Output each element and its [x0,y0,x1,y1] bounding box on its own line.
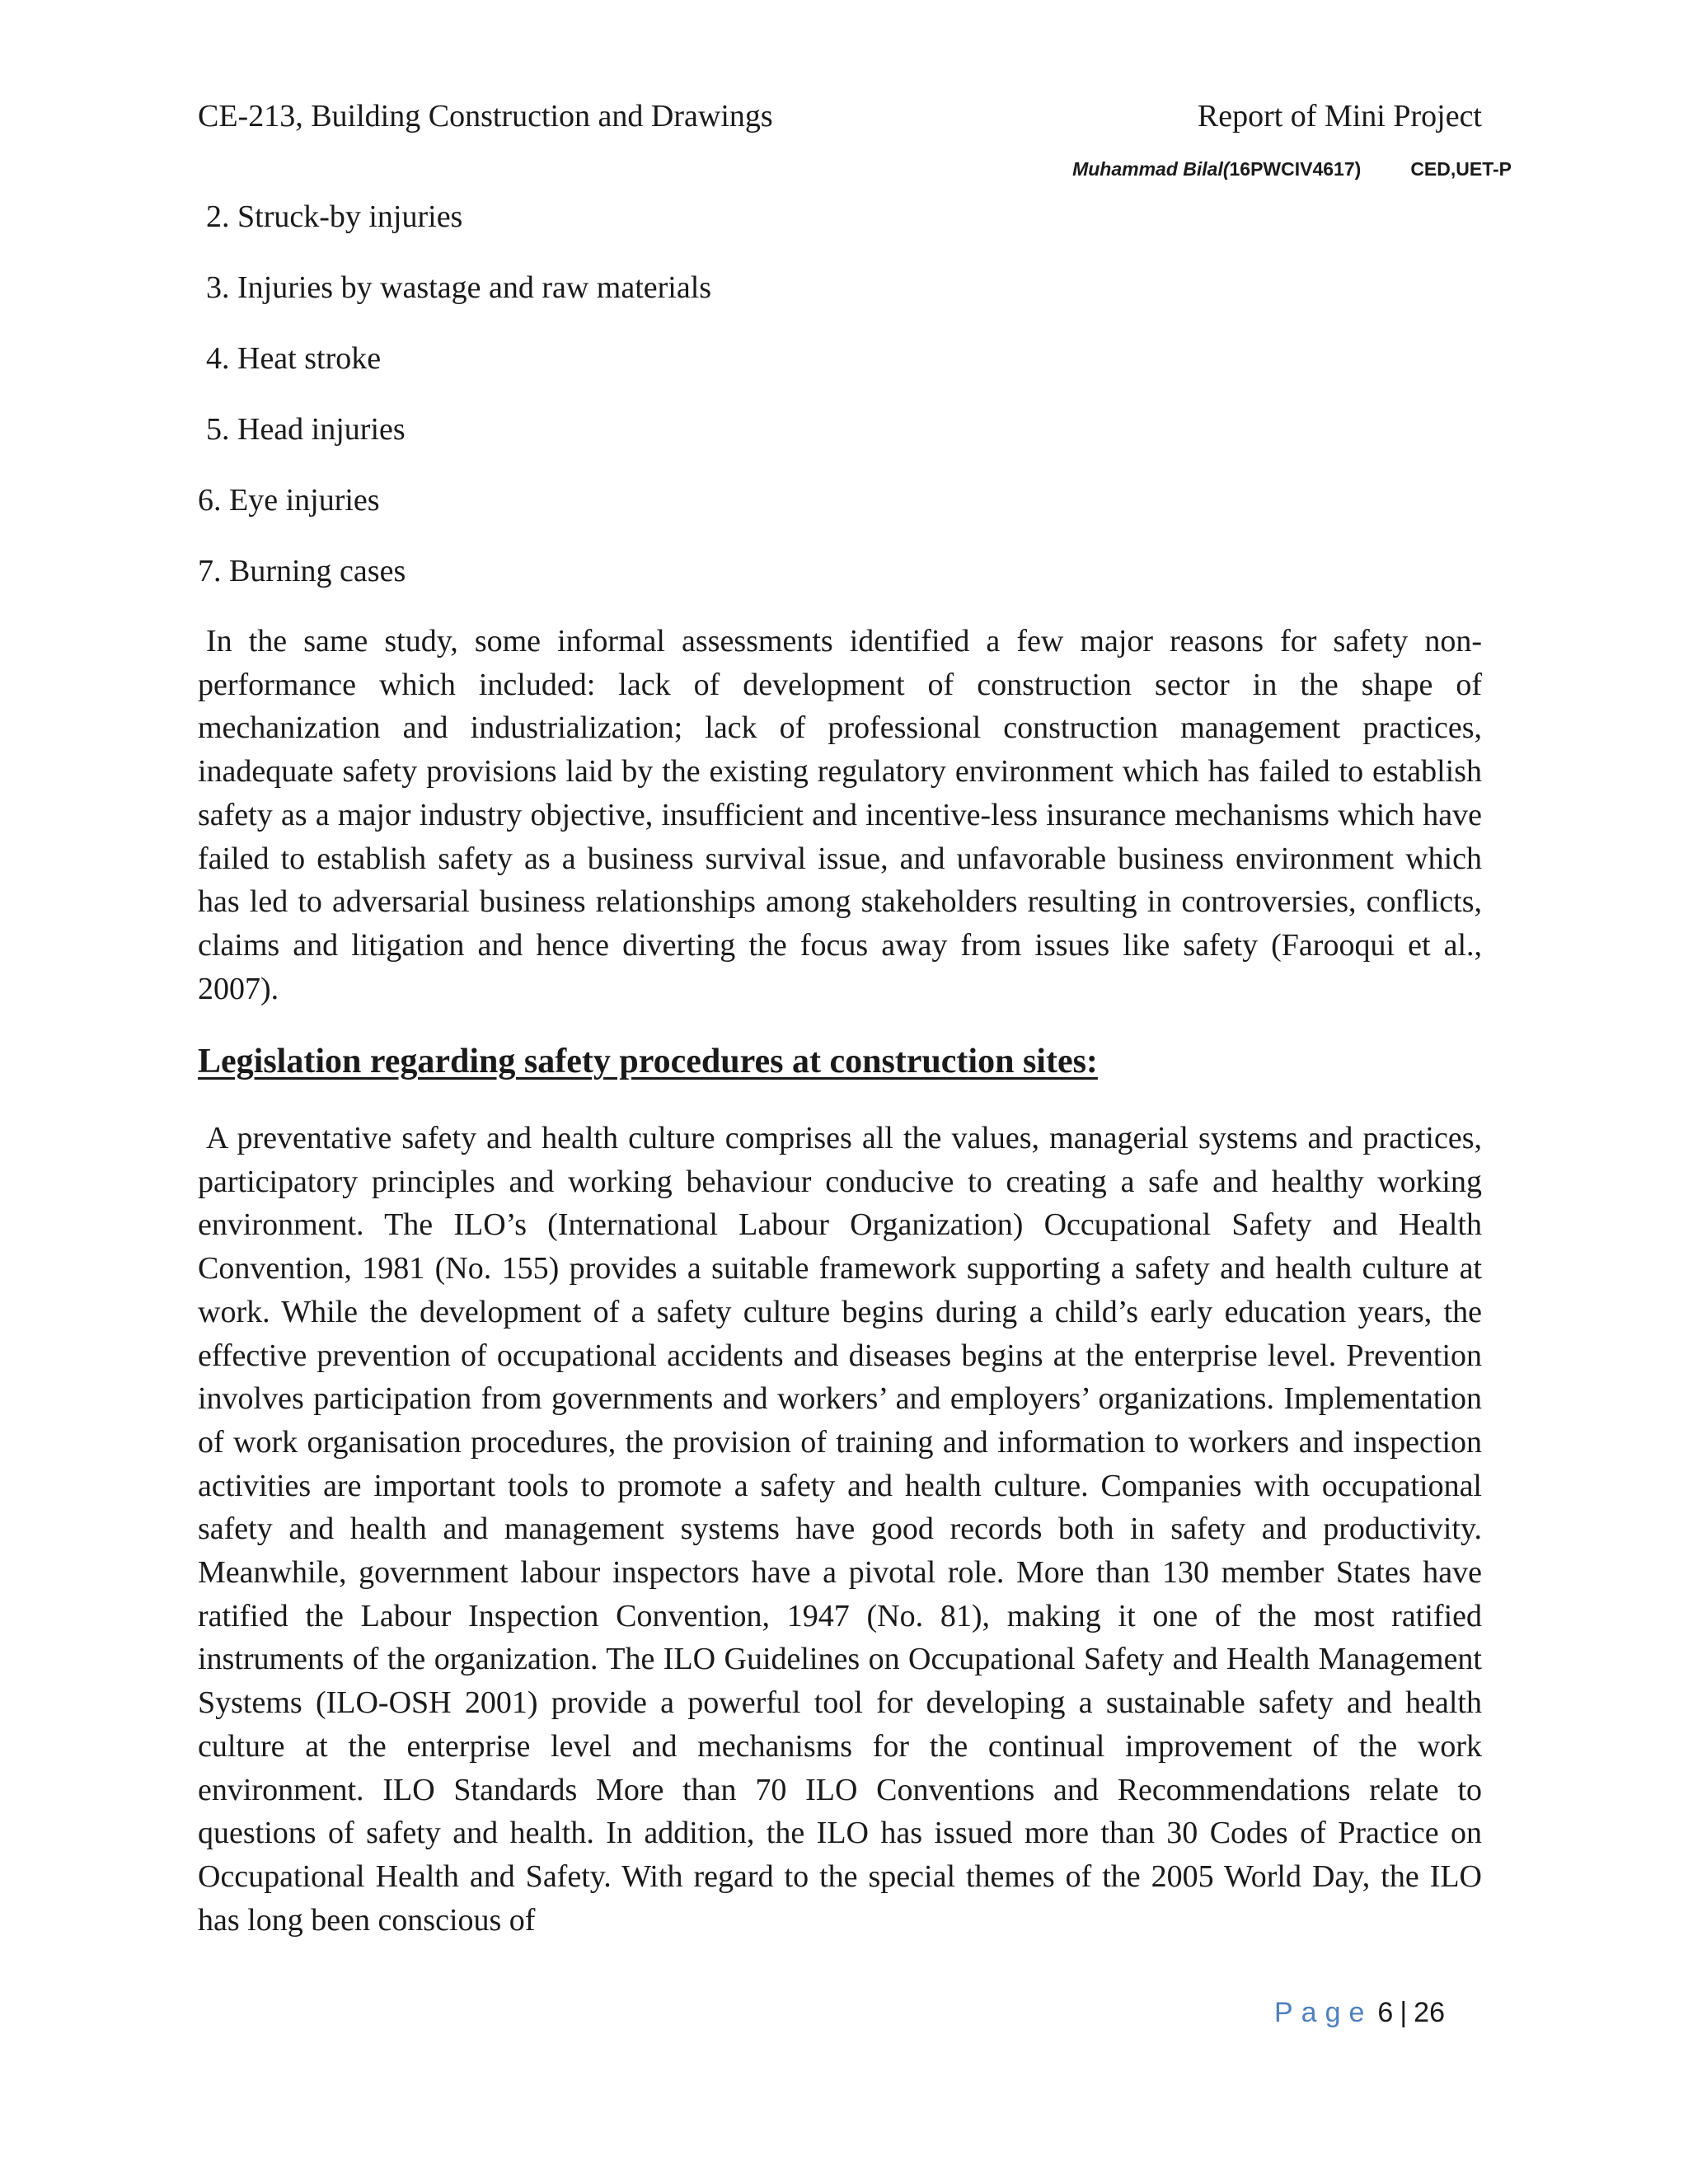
body-paragraph [198,620,1482,1010]
list-item: 3. Injuries by wastage and raw materials [206,270,712,305]
page-footer [1274,1994,1445,2031]
page-label: Page [1274,1997,1373,2028]
body-paragraph [198,1117,1482,1942]
paragraph-text: A preventative safety and health culture comprises all the values, managerial systems and practices, participatory principles and working behaviour conducive to creating a safe and healthy working environment. The ILO’s (International Labour Organization) Occupational Safety and Health Convention, 1981 (No. 155) provides a suitable framework supporting a safety and health culture at work. While the development of a safety culture begins during a child’s early education years, the effective prevention of occupational accidents and diseases begins at the enterprise level. Prevention involves participation from governments and workers’ and employers’ organizations. Implementation of work organisation procedures, the provision of training and information to workers and inspection activities are important tools to promote a safety and health culture. Companies with occupational safety and health and management systems have good records both in safety and productivity. Meanwhile, government labour inspectors have a pivotal role. More than 130 member States have ratified the Labour Inspection Convention, 1947 (No. 81), making it one of the most ratified instruments of the organization. The ILO Guidelines on Occupational Safety and Health Management Systems (ILO-OSH 2001) provide a powerful tool for developing a sustainable safety and health culture at the enterprise level and mechanisms for the continual improvement of the work environment. ILO Standards More than 70 ILO Conventions and Recommendations relate to questions of safety and health. In addition, the ILO has issued more than 30 Codes of Practice on Occupational Health and Safety. With regard to the special themes of the 2005 World Day, the ILO has long been conscious of [198,1121,1482,1938]
course-title: CE-213, Building Construction and Drawings [198,99,773,134]
author-org: CED,UET-P [1410,158,1512,180]
section-heading: Legislation regarding safety procedures at construction sites: [198,1043,1098,1080]
author-name: Muhammad Bilal( [1072,158,1230,180]
list-item: 7. Burning cases [198,554,406,588]
paragraph-text: In the same study, some informal assessments identified a few major reasons for safety non-performance which included: lack of development of construction sector in the shape of mechanization and industrialization; lack of professional construction management practices, inadequate safety provisions laid by the existing regulatory environment which has failed to establish safety as a major industry objective, insufficient and incentive-less insurance mechanisms which have failed to establish safety as a business survival issue, and unfavorable business environment which has led to adversarial business relationships among stakeholders resulting in controversies, conflicts, claims and litigation and hence diverting the focus away from issues like safety (Farooqui et al., 2007). [198,624,1482,1006]
report-title: Report of Mini Project [1197,99,1482,134]
author-line [1072,157,1512,181]
list-item: 2. Struck-by injuries [206,199,463,234]
page-separator: | [1400,1997,1408,2028]
author-id: 16PWCIV4617) [1229,158,1362,180]
page-header [198,96,1482,137]
total-pages: 26 [1414,1997,1445,2028]
page-number: 6 [1377,1997,1394,2028]
injury-list [198,194,711,620]
list-item: 6. Eye injuries [198,483,380,518]
list-item: 5. Head injuries [206,412,406,447]
list-item: 4. Heat stroke [206,341,382,376]
